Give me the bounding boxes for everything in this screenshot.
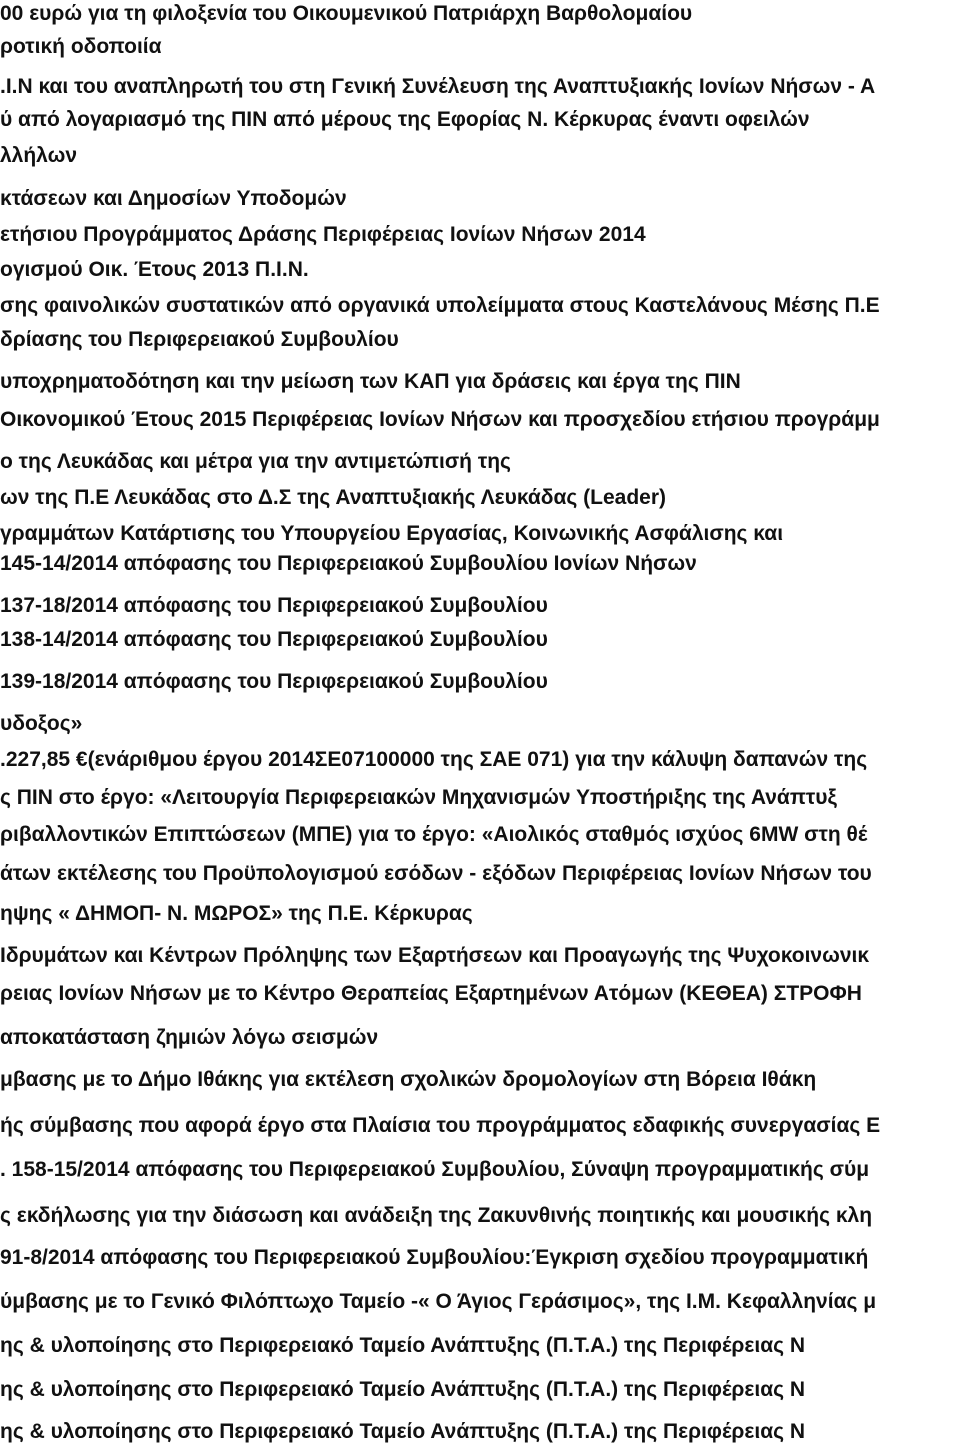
agenda-line: ετήσιου Προγράμματος Δράσης Περιφέρειας Ιονίων Νήσων 2014 — [0, 223, 646, 246]
agenda-line: άτων εκτέλεσης του Προϋπολογισμού εσόδων - εξόδων Περιφέρειας Ιονίων Νήσων του — [0, 862, 872, 885]
agenda-line: 139-18/2014 απόφασης του Περιφερειακού Συμβουλίου — [0, 670, 548, 693]
agenda-line: ροτική οδοποιία — [0, 35, 162, 58]
agenda-line: 00 ευρώ για τη φιλοξενία του Οικουμενικού Πατριάρχη Βαρθολομαίου — [0, 2, 693, 25]
agenda-line: λλήλων — [0, 144, 78, 167]
agenda-line: υποχρηματοδότηση και την μείωση των ΚΑΠ για δράσεις και έργα της ΠΙΝ — [0, 370, 741, 393]
agenda-line: ρειας Ιονίων Νήσων με το Κέντρο Θεραπείας Εξαρτημένων Ατόμων (ΚΕΘΕΑ) ΣΤΡΟΦΗ — [0, 982, 862, 1005]
agenda-line: 137-18/2014 απόφασης του Περιφερειακού Συμβουλίου — [0, 594, 548, 617]
agenda-line: ης & υλοποίησης στο Περιφερειακό Ταμείο Ανάπτυξης (Π.Τ.Α.) της Περιφέρειας Ν — [0, 1334, 806, 1357]
agenda-line: 91-8/2014 απόφασης του Περιφερειακού Συμβουλίου:Έγκριση σχεδίου προγραμματική — [0, 1246, 869, 1269]
agenda-line: ύμβασης με το Γενικό Φιλόπτωχο Ταμείο -« Ο Άγιος Γεράσιμος», της Ι.Μ. Κεφαλληνίας μ — [0, 1290, 877, 1313]
agenda-line: ης & υλοποίησης στο Περιφερειακό Ταμείο Ανάπτυξης (Π.Τ.Α.) της Περιφέρειας Ν — [0, 1420, 806, 1443]
agenda-line: 145-14/2014 απόφασης του Περιφερειακού Συμβουλίου Ιονίων Νήσων — [0, 552, 697, 575]
agenda-line: σης φαινολικών συστατικών από οργανικά υπολείμματα στους Καστελάνους Μέσης Π.Ε — [0, 294, 880, 317]
agenda-line: υδοξος» — [0, 712, 83, 735]
agenda-line: ογισμού Οικ. Έτους 2013 Π.Ι.Ν. — [0, 258, 309, 281]
agenda-line: γραμμάτων Κατάρτισης του Υπουργείου Εργασίας, Κοινωνικής Ασφάλισης και — [0, 522, 784, 545]
agenda-line: αποκατάσταση ζημιών λόγω σεισμών — [0, 1026, 379, 1049]
agenda-line: ριβαλλοντικών Επιπτώσεων (ΜΠΕ) για το έργο: «Αιολικός σταθμός ισχύος 6MW στη θέ — [0, 823, 868, 846]
agenda-line: δρίασης του Περιφερειακού Συμβουλίου — [0, 328, 399, 351]
agenda-line: ς ΠΙΝ στο έργο: «Λειτουργία Περιφερειακών Μηχανισμών Υποστήριξης της Ανάπτυξ — [0, 786, 837, 809]
agenda-line: . 158-15/2014 απόφασης του Περιφερειακού Συμβουλίου, Σύναψη προγραμματικής σύμ — [0, 1158, 870, 1181]
agenda-line: .Ι.Ν και του αναπληρωτή του στη Γενική Συνέλευση της Αναπτυξιακής Ιονίων Νήσων - Α — [0, 75, 876, 98]
agenda-line: ς εκδήλωσης για την διάσωση και ανάδειξη της Ζακυνθινής ποιητικής και μουσικής κλη — [0, 1204, 873, 1227]
agenda-line: κτάσεων και Δημοσίων Υποδομών — [0, 187, 347, 210]
agenda-line: .227,85 €(ενάριθμου έργου 2014ΣΕ07100000 της ΣΑΕ 071) για την κάλυψη δαπανών της — [0, 748, 868, 771]
agenda-line: ης & υλοποίησης στο Περιφερειακό Ταμείο Ανάπτυξης (Π.Τ.Α.) της Περιφέρειας Ν — [0, 1378, 806, 1401]
agenda-line: 138-14/2014 απόφασης του Περιφερειακού Συμβουλίου — [0, 628, 548, 651]
agenda-line: μβασης με το Δήμο Ιθάκης για εκτέλεση σχολικών δρομολογίων στη Βόρεια Ιθάκη — [0, 1068, 817, 1091]
agenda-line: ής σύμβασης που αφορά έργο στα Πλαίσια του προγράμματος εδαφικής συνεργασίας Ε — [0, 1114, 881, 1137]
agenda-line: ηψης « ΔΗΜΟΠ- Ν. ΜΩΡΟΣ» της Π.Ε. Κέρκυρας — [0, 902, 473, 925]
agenda-line: Ιδρυμάτων και Κέντρων Πρόληψης των Εξαρτήσεων και Προαγωγής της Ψυχοκοινωνικ — [0, 944, 870, 967]
agenda-line: ων της Π.Ε Λευκάδας στο Δ.Σ της Αναπτυξιακής Λευκάδας (Leader) — [0, 486, 666, 509]
agenda-line: Οικονομικού Έτους 2015 Περιφέρειας Ιονίων Νήσων και προσχεδίου ετήσιου προγράμμ — [0, 408, 880, 431]
agenda-line: ο της Λευκάδας και μέτρα για την αντιμετώπισή της — [0, 450, 511, 473]
agenda-line: ύ από λογαριασμό της ΠΙΝ από μέρους της Εφορίας Ν. Κέρκυρας έναντι οφειλών — [0, 108, 810, 131]
